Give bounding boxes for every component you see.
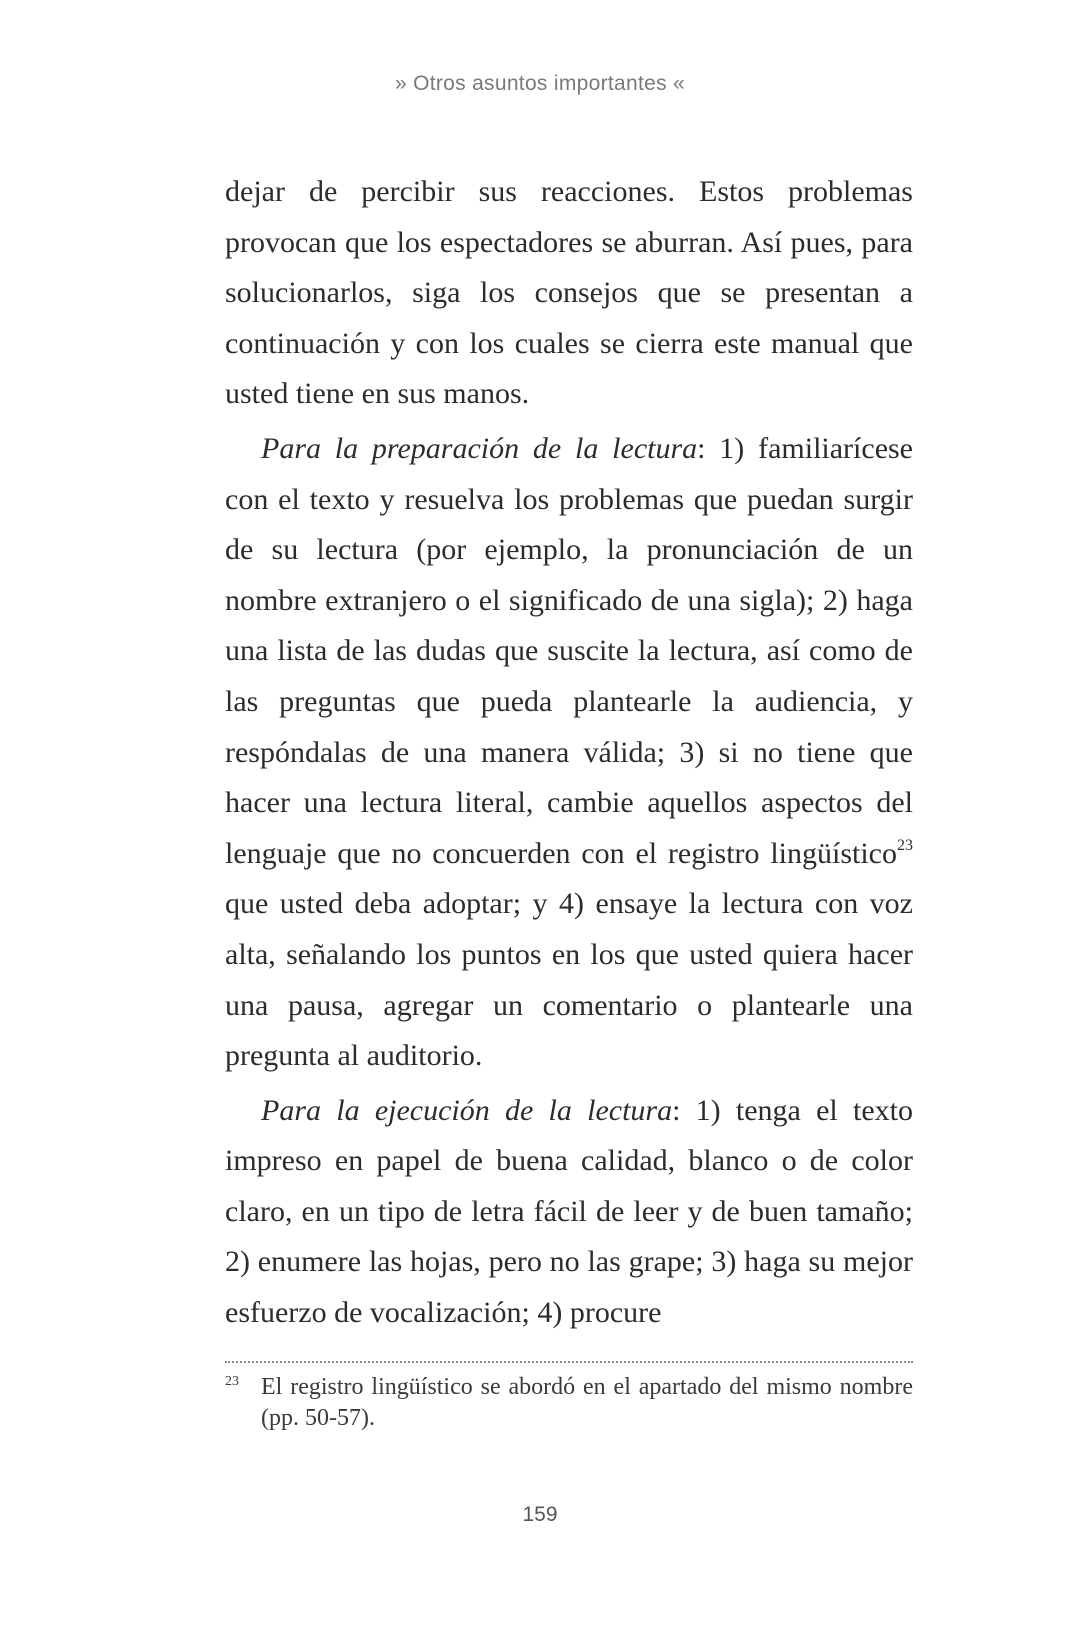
running-header: » Otros asuntos importantes « <box>394 72 685 95</box>
footnote-reference[interactable]: 23 <box>897 836 913 854</box>
paragraph-3-heading: Para la ejecución de la lectura <box>261 1093 673 1127</box>
paragraph-2-text-a: : 1) familiarícese con el texto y resuelva los problemas que puedan surgir de su lectura (por ejemplo, la pronunciación de un nombre extranjero o el significado de una sigla); 2) haga una lista de las dudas que suscite la lectura, así como de las preguntas que pueda plantearle la audiencia, y respóndalas de una manera válida; 3) si no tiene que hacer una lectura literal, cambie aquellos aspectos del lenguaje que no concuerden con el registro lingüístico <box>225 431 914 870</box>
body-text <box>225 167 913 1339</box>
paragraph-2 <box>225 424 913 1082</box>
footnote-number: 23 <box>225 1374 239 1389</box>
paragraph-1: dejar de percibir sus reacciones. Estos problemas provocan que los espectadores se aburran. Así pues, para solucionarlos, siga los consejos que se presentan a continuación y con los cuales se cierra este manual que usted tiene en sus manos. <box>225 175 913 411</box>
footnote-separator <box>225 1361 913 1363</box>
page-number: 159 <box>522 1503 558 1526</box>
paragraph-2-text-b: que usted deba adoptar; y 4) ensaye la lectura con voz alta, señalando los puntos en los que usted quiera hacer una pausa, agregar un comentario o plantearle una pregunta al auditorio. <box>225 887 913 1073</box>
paragraph-2-heading: Para la preparación de la lectura <box>261 431 698 465</box>
footnote <box>225 1372 913 1434</box>
paragraph-3 <box>225 1086 913 1339</box>
footnote-text: El registro lingüístico se abordó en el apartado del mismo nombre (pp. 50-57). <box>261 1374 913 1431</box>
paragraph-3-text: : 1) tenga el texto impreso en papel de buena calidad, blanco o de color claro, en un tipo de letra fácil de leer y de buen tamaño; 2) enumere las hojas, pero no las grape; 3) haga su mejor esfuerzo de vocalización; 4) procure <box>225 1093 913 1330</box>
